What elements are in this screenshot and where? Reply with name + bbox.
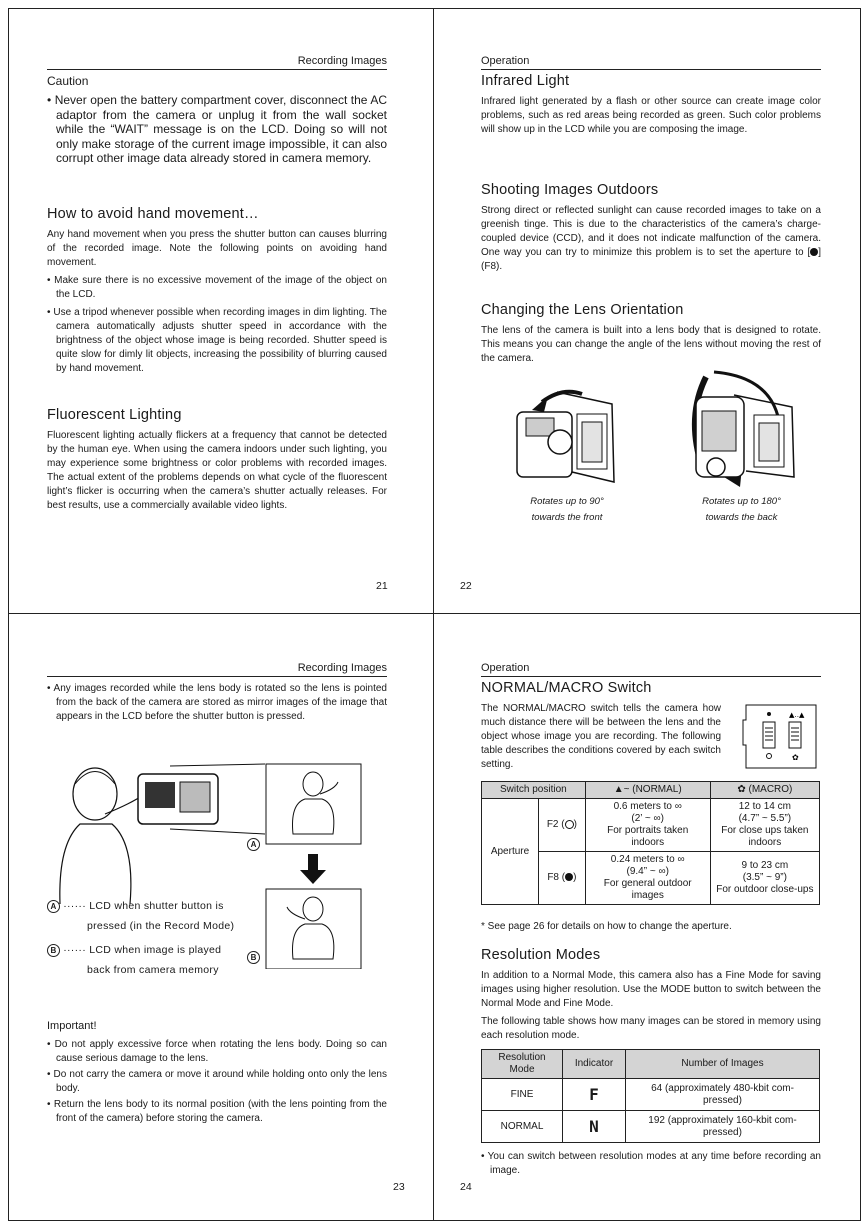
marker-b: B: [247, 949, 260, 967]
table-row: [482, 799, 820, 852]
infrared-title: Infrared Light: [481, 73, 570, 89]
col-switch-position: Switch position: [482, 782, 586, 799]
svg-text:▲‥▲: ▲‥▲: [789, 711, 805, 719]
col-macro: ✿ (MACRO): [710, 782, 819, 799]
page-number: 23: [393, 1181, 405, 1193]
resolution-text-1: In addition to a Normal Mode, this camera also has a Fine Mode for saving images using higher resolution. Use the MODE button to switch between the Normal Mode and Fine Mode.: [481, 970, 821, 1009]
marker-a: A: [247, 836, 260, 854]
normal-f8-cell: 0.24 meters to ∞ (9.4” ~ ∞) For general outdoor images: [585, 852, 710, 905]
f2-label: F2 ( ): [539, 799, 586, 852]
outdoors-title: Shooting Images Outdoors: [481, 182, 659, 198]
page-number: 21: [376, 580, 388, 592]
important-bullet-3: • Return the lens body to its normal position (with the lens pointing from the front of the camera) before storing the camera.: [47, 1099, 387, 1124]
important-bullet-1: • Do not apply excessive force when rotating the lens body. Doing so can cause serious damage to the lens.: [47, 1039, 387, 1064]
caution-text: • Never open the battery compartment cover, disconnect the AC adaptor from the camera or unplug it from the wall socket while the “WAIT” message is on the LCD. Doing so will not only make storage of the current image impossible, it can also corrupt other image data already stored in camera memory.: [47, 93, 387, 165]
fluorescent-section: [47, 407, 387, 513]
resolution-section: [481, 947, 821, 1043]
hand-title: How to avoid hand movement…: [47, 206, 259, 222]
page-21: [0, 0, 434, 614]
fluorescent-text: Fluorescent lighting actually flickers at a frequency that cannot be detected by the human eye. When using the camera indoors under such lighting, you may experience some brightness or color problems with recorded images. The actual extent of the problems depends on what cycle of the fluorescent light’s flicker is occurring when the camera’s shutter actually releases. For best results, use a commercially available video lights.: [47, 430, 387, 511]
running-header: Recording Images: [47, 662, 387, 677]
normal-indicator-icon: N: [563, 1111, 626, 1143]
mirror-image-illustration: [50, 754, 390, 969]
resolution-bullet: • You can switch between resolution modes at any time before recording an image.: [481, 1151, 821, 1176]
caption-rotate-front: Rotates up to 90° towards the front: [530, 496, 604, 523]
page-23: [0, 614, 434, 1228]
page-number: 22: [460, 580, 472, 592]
col-indicator: Indicator: [563, 1050, 626, 1079]
aperture-label: Aperture: [482, 799, 539, 905]
hand-bullet-2: • Use a tripod whenever possible when recording images in dim lighting. The camera automatically adjusts shutter speed in accordance with the brightness of the object whose image is being recorded. Shutter speed is quite slow for dimly lit objects, increasing the possibility of blurring caused by hand movement.: [47, 307, 387, 374]
mirror-note: [47, 682, 387, 724]
table-row: [482, 1079, 820, 1111]
important-bullet-2: • Do not carry the camera or move it around while holding onto only the lens body.: [47, 1069, 387, 1094]
mode-cell: FINE: [482, 1079, 563, 1111]
caption-rotate-back: Rotates up to 180° towards the back: [702, 496, 781, 523]
resolution-text-2: The following table shows how many images can be stored in memory using each resolution mode.: [481, 1016, 821, 1041]
table-row: [482, 1111, 820, 1143]
f8-label: F8 ( ): [539, 852, 586, 905]
page-24: [434, 614, 868, 1228]
lens-section: [481, 302, 821, 366]
fluorescent-title: Fluorescent Lighting: [47, 407, 182, 423]
outdoors-text: Strong direct or reflected sunlight can cause recorded images to take on a greenish tinge. This is due to the characteristics of the camera’s charge-coupled device (CCD), and it does not indicate malfunction of the camera. One way you can try to minimize this problem is to set the aperture to [ ] (F8).: [481, 205, 821, 272]
mode-cell: NORMAL: [482, 1111, 563, 1143]
caution-title: Caution: [47, 74, 89, 88]
resolution-title: Resolution Modes: [481, 947, 601, 963]
mirror-text: • Any images recorded while the lens body is rotated so the lens is pointed from the back of the camera are stored as mirror images of the image that appears in the LCD before the shutter button is pressed.: [47, 683, 387, 722]
aperture-note: * See page 26 for details on how to change the aperture.: [481, 921, 732, 932]
normal-f2-cell: 0.6 meters to ∞ (2’ ~ ∞) For portraits taken indoors: [585, 799, 710, 852]
hand-movement-section: [47, 206, 387, 376]
count-cell: 64 (approximately 480-kbit com- pressed): [626, 1079, 820, 1111]
infrared-text: Infrared light generated by a flash or other source can create image color problems, such as red areas being recorded as green. Such color problems will show up in the LCD while you are composing the image.: [481, 96, 821, 135]
col-number-of-images: Number of Images: [626, 1050, 820, 1079]
legend-b: B ······ LCD when image is played back from camera memory: [47, 940, 267, 980]
important-section: [47, 1020, 387, 1126]
legend-a: A ······ LCD when shutter button is pressed (in the Record Mode): [47, 896, 267, 936]
page-number: 24: [460, 1181, 472, 1193]
normal-macro-switch-illustration: [741, 700, 821, 772]
outdoors-section: [481, 182, 821, 274]
macro-f8-cell: 9 to 23 cm (3.5” ~ 9”) For outdoor close-ups: [710, 852, 819, 905]
running-header: Operation: [481, 662, 821, 677]
portrait-mountain-icon: ▲: [613, 784, 624, 795]
hand-bullet-1: • Make sure there is no excessive movement of the image of the object on the LCD.: [47, 275, 387, 300]
running-header: Operation: [481, 55, 821, 70]
camera-rotate-back-illustration: [684, 367, 799, 492]
normal-macro-table: [481, 781, 820, 905]
camera-rotate-front-illustration: [512, 372, 622, 492]
flower-icon: ✿: [737, 784, 746, 795]
caution-section: [47, 74, 387, 166]
aperture-open-icon: [565, 820, 574, 829]
hand-intro: Any hand movement when you press the shutter button can causes blurring of the recorded image. Note the following points on avoiding hand movement.: [47, 229, 387, 268]
page-22: [434, 0, 868, 614]
col-resolution-mode: Resolution Mode: [482, 1050, 563, 1079]
aperture-closed-icon: [565, 873, 573, 881]
svg-text:✿: ✿: [792, 753, 799, 762]
macro-f2-cell: 12 to 14 cm (4.7” ~ 5.5”) For close ups taken indoors: [710, 799, 819, 852]
normal-macro-title: NORMAL/MACRO Switch: [481, 680, 652, 696]
lens-title: Changing the Lens Orientation: [481, 302, 684, 318]
normal-macro-text: The NORMAL/MACRO switch tells the camera how much distance there will be between the lens and the object whose image you are recording. The following table describes the conditions covered by each switch setting.: [481, 703, 721, 770]
resolution-table: [481, 1049, 820, 1143]
count-cell: 192 (approximately 160-kbit com- pressed): [626, 1111, 820, 1143]
lens-text: The lens of the camera is built into a lens body that is designed to rotate. This means you can change the angle of the lens without moving the rest of the camera.: [481, 325, 821, 364]
infrared-section: [481, 73, 821, 137]
fine-indicator-icon: F: [563, 1079, 626, 1111]
col-normal: ▲~ (NORMAL): [585, 782, 710, 799]
running-header: Recording Images: [47, 55, 387, 70]
important-title: Important!: [47, 1020, 97, 1032]
